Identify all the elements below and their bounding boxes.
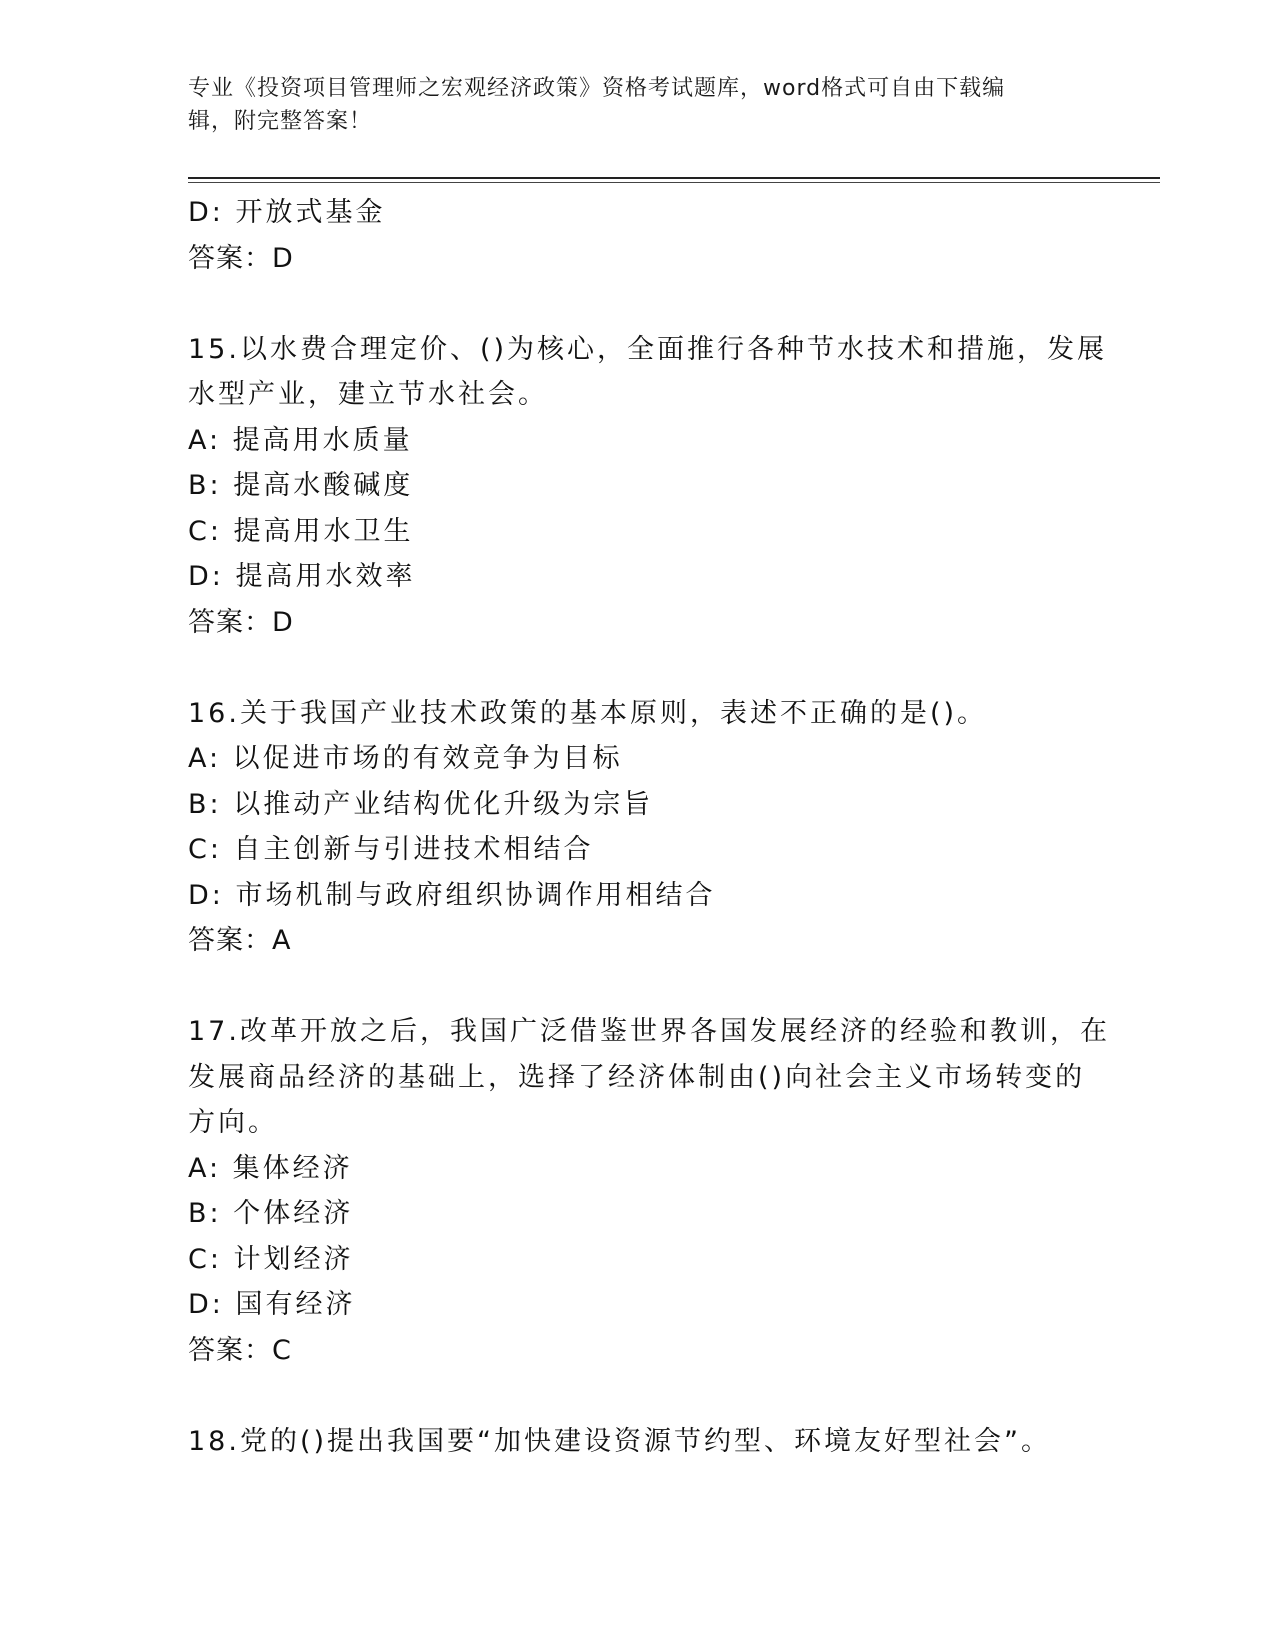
question-stem: 方向。 (188, 1107, 278, 1138)
spacer (188, 1373, 1088, 1419)
option-a: A: 提高用水质量 (188, 424, 413, 456)
option-a: A: 以促进市场的有效竞争为目标 (188, 743, 623, 774)
question-15 (188, 327, 1108, 646)
header-divider-thick (188, 177, 1160, 179)
option-c: C: 提高用水卫生 (188, 515, 414, 547)
question-stem: 18.党的()提出我国要“加快建设资源节约型、环境友好型社会”。 (188, 1425, 1051, 1457)
question-stem: 发展商品经济的基础上，选择了经济体制由()向社会主义市场转变的 (188, 1061, 1086, 1093)
header-divider-thin (188, 182, 1160, 183)
option-d: D: 市场机制与政府组织协调作用相结合 (188, 879, 716, 911)
spacer (188, 645, 1088, 691)
option-c: C: 计划经济 (188, 1243, 354, 1275)
option-b: B: 个体经济 (188, 1198, 354, 1229)
spacer (188, 964, 1088, 1010)
question-stem: 水型产业，建立节水社会。 (188, 379, 548, 410)
prev-question (188, 190, 1088, 281)
option-b: B: 以推动产业结构优化升级为宗旨 (188, 788, 654, 820)
answer-line: 答案：D (188, 606, 294, 638)
question-17 (188, 1009, 1110, 1373)
question-stem: 16.关于我国产业技术政策的基本原则，表述不正确的是()。 (188, 697, 988, 729)
question-stem: 15.以水费合理定价、()为核心，全面推行各种节水技术和措施，发展 (188, 333, 1108, 365)
question-16 (188, 691, 1088, 964)
header-line-1: 专业《投资项目管理师之宏观经济政策》资格考试题库，word格式可自由下载编 (188, 76, 1006, 101)
document-header (188, 72, 1088, 138)
option-d: D: 开放式基金 (188, 197, 386, 228)
spacer (188, 281, 1088, 327)
answer-line: 答案：A (188, 925, 292, 956)
option-b: B: 提高水酸碱度 (188, 470, 414, 501)
question-stem: 17.改革开放之后，我国广泛借鉴世界各国发展经济的经验和教训，在 (188, 1016, 1110, 1047)
header-line-2: 辑，附完整答案！ (188, 109, 373, 134)
option-d: D: 国有经济 (188, 1289, 356, 1320)
question-18 (188, 1419, 1088, 1465)
question-list (188, 190, 1110, 1464)
option-d: D: 提高用水效率 (188, 561, 416, 592)
answer-line: 答案：D (188, 242, 294, 274)
option-c: C: 自主创新与引进技术相结合 (188, 834, 594, 865)
option-a: A: 集体经济 (188, 1152, 353, 1184)
answer-line: 答案：C (188, 1334, 292, 1366)
